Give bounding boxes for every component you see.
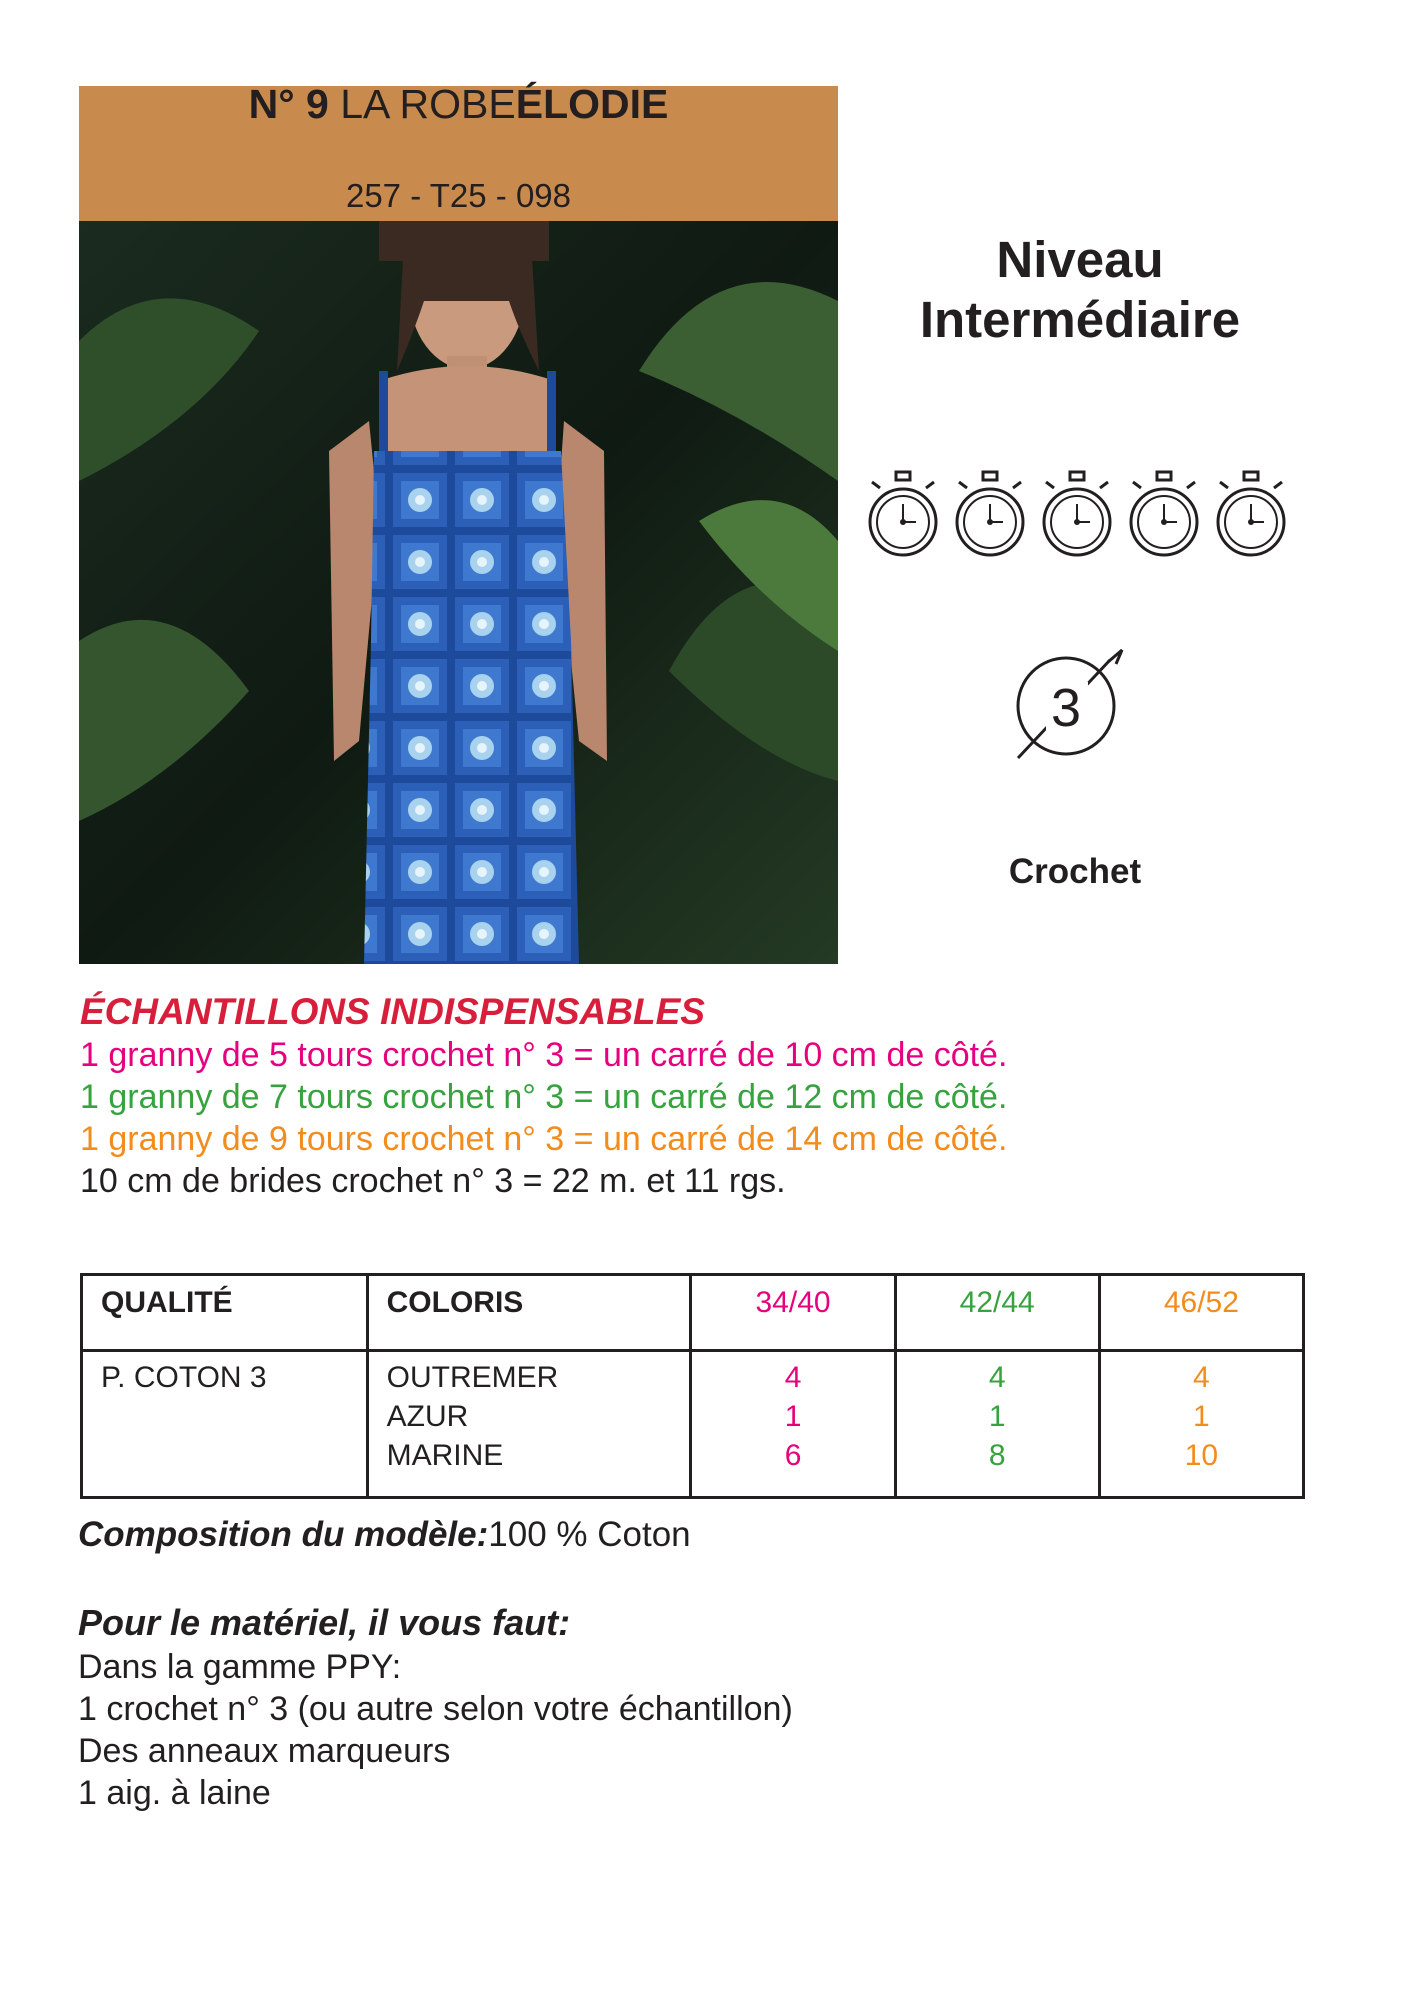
pattern-type: LA ROBE [340, 81, 516, 127]
composition-label: Composition du modèle: [78, 1515, 489, 1554]
yarn-colors [367, 1351, 691, 1498]
pattern-title [79, 80, 838, 129]
ball-count: 4 [1193, 1361, 1210, 1394]
hook-size: 3 [1050, 678, 1082, 738]
ball-count: 1 [988, 1400, 1006, 1433]
material-line: 1 crochet n° 3 (ou autre selon votre échantillon) [78, 1690, 793, 1728]
ball-count: 1 [784, 1400, 802, 1433]
column-header-quality: QUALITÉ [82, 1275, 368, 1351]
technique-label: Crochet [1008, 852, 1142, 891]
column-header-colors: COLORIS [367, 1275, 691, 1351]
material-title: Pour le matériel, il vous faut: [78, 1602, 571, 1643]
quantities-46-52 [1099, 1351, 1303, 1498]
color-name: OUTREMER [386, 1361, 559, 1394]
pattern-reference: 257 - T25 - 098 [345, 177, 572, 214]
yarn-quality: P. COTON 3 [82, 1351, 368, 1498]
difficulty-level [880, 230, 1280, 350]
gauge-title: ÉCHANTILLONS INDISPENSABLES [80, 991, 705, 1032]
ball-count: 10 [1184, 1439, 1219, 1472]
column-header-size: 42/44 [895, 1275, 1099, 1351]
stopwatch-icon [1127, 470, 1201, 560]
stopwatch-icon [866, 470, 940, 560]
title-band [79, 81, 838, 221]
gauge-line: 1 granny de 9 tours crochet n° 3 = un carré de 14 cm de côté. [80, 1120, 1008, 1158]
quantities-34-40 [691, 1351, 895, 1498]
material-line: Dans la gamme PPY: [78, 1648, 402, 1686]
table-row [82, 1351, 1304, 1498]
pattern-number: N° 9 [248, 81, 329, 127]
gauge-line: 1 granny de 5 tours crochet n° 3 = un carré de 10 cm de côté. [80, 1036, 1008, 1074]
ball-count: 4 [988, 1361, 1006, 1394]
level-label: Niveau [996, 231, 1164, 288]
gauge-line: 1 granny de 7 tours crochet n° 3 = un carré de 12 cm de côté. [80, 1078, 1008, 1116]
crochet-hook-icon [1010, 640, 1130, 765]
pattern-name: ÉLODIE [515, 81, 669, 127]
stopwatch-icon [1214, 470, 1288, 560]
difficulty-rating [866, 470, 1286, 565]
ball-count: 6 [784, 1439, 802, 1472]
gauge-line: 10 cm de brides crochet n° 3 = 22 m. et 11 rgs. [80, 1162, 786, 1200]
column-header-size: 46/52 [1099, 1275, 1303, 1351]
composition-value: 100 % Coton [488, 1515, 691, 1554]
yarn-table [80, 1273, 1305, 1499]
gauge-section [80, 990, 1180, 1202]
table-header-row [82, 1275, 1304, 1351]
column-header-size: 34/40 [691, 1275, 895, 1351]
ball-count: 8 [988, 1439, 1006, 1472]
material-section [78, 1600, 793, 1814]
ball-count: 1 [1193, 1400, 1210, 1433]
level-value: Intermédiaire [919, 291, 1241, 349]
ball-count: 4 [784, 1361, 802, 1394]
model-photo [79, 221, 838, 964]
quantities-42-44 [895, 1351, 1099, 1498]
stopwatch-icon [1040, 470, 1114, 560]
material-line: 1 aig. à laine [78, 1774, 271, 1812]
composition [78, 1515, 691, 1555]
color-name: AZUR [386, 1400, 469, 1433]
material-line: Des anneaux marqueurs [78, 1732, 451, 1770]
color-name: MARINE [386, 1439, 504, 1472]
stopwatch-icon [953, 470, 1027, 560]
